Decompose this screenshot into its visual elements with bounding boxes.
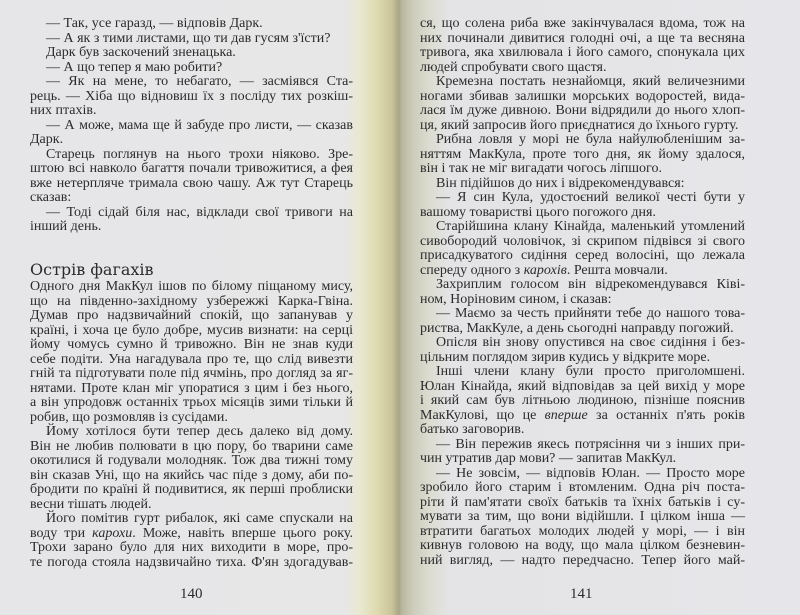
text-segment: ся, що солена риба вже закінчувалася вдома, тож на (420, 16, 745, 31)
italic-term: карохи (92, 525, 133, 541)
text-segment: що на південно-західному узбережжі Карка-Гвіна. (30, 293, 353, 309)
text-segment: риства, МакКуле, а день сьогодні направду погожий. (420, 320, 734, 336)
text-segment: — А як з тими листами, що ти дав гусям з'їсти? (46, 30, 331, 46)
section-heading: Острів фагахів (30, 260, 154, 279)
text-segment: — Не зовсім, — відповів Юлан. — Просто море (436, 465, 745, 481)
text-segment: Опісля він знову опустився на своє сидіння і без- (436, 335, 745, 350)
text-segment: Його помітив гурт рибалок, які саме спускали на (46, 511, 353, 526)
text-segment: Він не любив полювати в цю пору, бо тварини саме (30, 438, 353, 454)
text-segment: вже нетерпляче тримала свою чашу. Аж тут Старець (30, 175, 353, 191)
text-segment: Йому хотілося бути тепер десь далеко від дому. (46, 424, 353, 439)
text-segment: і який сам був літньою людиною, пізніше пояснив (420, 393, 745, 408)
text-segment: них птахів. (30, 103, 97, 118)
text-segment: ріти й пам'ятати своїх батьків та їхніх батьків і су- (420, 494, 745, 510)
text-segment: мувати за тим, що вони відійшли. І цілком інша — (420, 509, 745, 524)
text-segment: сивобородий чоловічок, зі скрипом підвівся зі свого (420, 233, 745, 249)
text-segment: рець. — Хіба що відновиш їх з послiду тих розкіш- (30, 88, 353, 104)
text-segment: — Як на мене, то небагато, — засміявся Ста- (46, 74, 353, 89)
text-segment: людей спробувати свого щастя. (420, 59, 607, 75)
text-segment: Старець поглянув на нього трохи ніяково. Зре- (46, 146, 353, 162)
text-segment: гній та підготувати поле під ячмінь, про догляд за яг- (30, 366, 353, 381)
text-segment: — А що тепер я маю робити? (46, 59, 223, 75)
text-segment: ний вигляд, — надто передчасно. Тепер його май- (420, 552, 745, 568)
text-segment: він і так не міг вигадати чогось ліпшого. (420, 161, 662, 176)
text-segment: присадкуватого сидіння серед волосіні, що лежала (420, 248, 745, 263)
text-segment: — Тоді сідай біля нас, відклади свої тривоги на (46, 204, 353, 220)
text-segment: лася їм дуже дивною. Вони відрядили до нього хлоп- (420, 103, 745, 118)
text-line (30, 555, 353, 571)
text-segment: Думав про надзвичайний спокій, що запанував у (30, 308, 353, 323)
text-segment: Інші члени клану були просто приголомшені. (436, 364, 745, 379)
text-line (420, 553, 745, 569)
text-segment: — Так, усе гаразд, — відповів Дарк. (46, 16, 263, 31)
text-segment: тривога, яка хвилювала і його самого, спонукала цих (420, 45, 745, 60)
text-segment: а він упродовж останніх трьох місяців зими тільки й (30, 395, 353, 410)
text-segment: спереду одного з (420, 262, 524, 278)
text-segment: Одного дня МакКул ішов по білому піщаному мису, (30, 279, 353, 294)
text-segment: ном, Норіновим сином, і сказав: (420, 291, 612, 307)
text-segment: нятами. Проте клан міг упоратися з цим і без нього, (30, 380, 353, 396)
text-segment: цільним поглядом зирив кудись у відкрите море. (420, 349, 711, 365)
text-segment: весни тішать людей. (30, 496, 152, 512)
text-segment: сказав: (30, 190, 72, 205)
text-segment: штою всі навколо багаття почали тривожитися, а фея (30, 161, 353, 176)
text-segment: Дарк. (30, 132, 64, 147)
text-segment: окотилися й годували молодняк. Тож два тижні тому (30, 453, 353, 468)
text-segment: ця, який запросив його приєднатися до їхнього гурту. (420, 117, 739, 133)
text-line (30, 219, 353, 235)
text-segment: Юлан Кінайда, який відповідав за цей вихід у море (420, 378, 745, 394)
text-segment: зробило його старим і втомленим. Одна річ поста- (420, 480, 745, 495)
page-number: 141 (570, 586, 593, 602)
italic-term: карохів (523, 262, 567, 278)
text-segment: Дарк був заскочений зненацька. (46, 45, 236, 60)
text-segment: МакКулові, що це (420, 407, 545, 423)
page-number: 140 (180, 586, 203, 602)
text-segment: — А може, мама ще й забуде про листи, — сказав (46, 117, 353, 133)
right-page (400, 0, 800, 615)
text-segment: ногами збивав залишки морських водоростей, вида- (420, 88, 745, 104)
text-segment: за останніх п'ять років (587, 407, 745, 423)
text-segment: те погода стояла надзвичайно тиха. Ф'ян здогадував- (30, 554, 353, 570)
text-segment: бродити по країні й подивитися, як перші проблиски (30, 482, 353, 497)
text-segment: . Може, навіть вперше цього року. (132, 525, 354, 541)
text-segment: себе подіти. Уна нагадувала про те, що слід вивезти (30, 351, 353, 367)
text-segment: батько заговорив. (420, 422, 525, 437)
text-segment: кивнув головою на воду, що мала цілком безневин- (420, 538, 745, 553)
text-segment: них починали дивитися голодні очі, а ще та весняна (420, 30, 745, 46)
text-segment: Старійшина клану Кінайда, маленький утомлений (436, 219, 745, 234)
text-segment: чин утратив дар мови? — запитав МакКул. (420, 451, 677, 466)
text-segment: вашому товаристві цього погожого дня. (420, 204, 656, 220)
text-segment: — Він пережив якесь потрясіння чи з інших при- (436, 436, 745, 452)
text-segment: Рибна ловля у морі не була найулюбленішим за- (436, 132, 745, 147)
italic-term: вперше (544, 407, 588, 423)
text-segment: — Я син Кула, удостоєний великої честі бути у (436, 190, 745, 205)
text-segment: робив, що розмовляв із сусідами. (30, 409, 228, 425)
text-segment: Він підійшов до них і відрекомендувався: (436, 175, 685, 191)
text-segment: Кремезна постать незнайомця, який величезними (436, 74, 745, 89)
text-segment: Трохи зарано було для них виходити в море, про- (30, 540, 353, 555)
text-segment: втратити багатьох молодих людей у морі, — і він (420, 523, 745, 539)
text-segment: він сказав Уні, що на якийсь час піде з дому, аби по- (30, 467, 353, 483)
text-segment: няттям МакКула, проте того дня, як йому здалося, (420, 146, 745, 162)
text-segment: Захриплим голосом він відрекомендувався Ківі- (436, 277, 745, 292)
text-segment: . Решта мовчали. (566, 262, 668, 278)
text-segment: — Маємо за честь прийняти тебе до нашого това- (436, 306, 745, 321)
text-segment: воду три (30, 525, 93, 541)
text-segment: країні, і хоча це було добре, мусив визнати: на серці (30, 322, 353, 338)
text-segment: інший день. (30, 219, 102, 234)
text-segment: йому чомусь сумно й тривожно. Він не знав куди (30, 337, 353, 352)
